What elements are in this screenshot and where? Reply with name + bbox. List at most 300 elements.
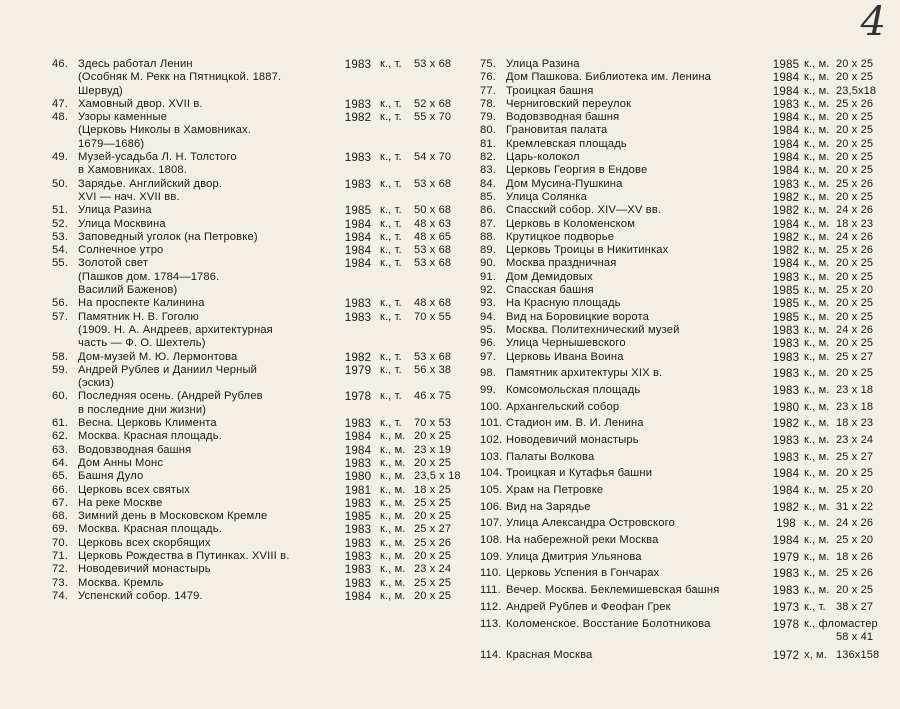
- entry-year: 1983: [344, 496, 372, 510]
- entry-number: 88.: [480, 230, 497, 243]
- entry-title: Улица Разина: [506, 58, 580, 70]
- entry-technique: к., м.: [804, 71, 830, 84]
- entry-title: Церковь Троицы в Никитинках: [506, 244, 669, 257]
- catalog-entry: [480, 71, 892, 84]
- catalog-entry: [52, 111, 470, 151]
- catalog-entry: [480, 58, 892, 71]
- entry-title: Золотой свет (Пашков дом. 1784—1786. Василий Баженов): [78, 257, 220, 297]
- catalog-entry: [480, 501, 892, 514]
- entry-size: 48 х 65: [414, 230, 452, 243]
- entry-year: 1984: [772, 534, 800, 548]
- entry-year: 1983: [772, 567, 800, 581]
- entry-size: 38 х 27: [836, 600, 874, 613]
- entry-title: Новодевичий монастырь: [78, 563, 211, 576]
- entry-number: 103.: [480, 450, 503, 463]
- catalog-entry: [52, 577, 470, 590]
- entry-year: 1984: [772, 71, 800, 85]
- entry-number: 55.: [52, 257, 69, 270]
- catalog-entry: [480, 584, 892, 597]
- entry-number: 95.: [480, 323, 497, 336]
- entry-technique: к., м.: [804, 550, 830, 563]
- entry-number: 50.: [52, 177, 69, 190]
- entry-number: 74.: [52, 589, 69, 602]
- entry-title: Улица Чернышевского: [506, 337, 626, 350]
- entry-technique: к., м.: [804, 257, 830, 270]
- entry-title: Церковь Ивана Воина: [506, 350, 624, 363]
- entry-year: 1983: [344, 456, 372, 470]
- entry-size: 23,5 х 18: [414, 470, 461, 483]
- entry-year: 1983: [344, 549, 372, 563]
- catalog-entry: [52, 550, 470, 563]
- entry-title: Спасская башня: [506, 284, 594, 297]
- entry-size: 20 х 25: [836, 584, 874, 597]
- entry-size: 20 х 25: [836, 467, 874, 480]
- entry-size: 70 х 55: [414, 310, 452, 323]
- entry-number: 85.: [480, 190, 497, 203]
- entry-title: Памятник архитектуры XIX в.: [506, 367, 663, 380]
- catalog-entry: [480, 98, 892, 111]
- entry-size: 20 х 25: [836, 270, 874, 283]
- entry-year: 1980: [344, 470, 372, 484]
- entry-year: 1983: [772, 383, 800, 397]
- entry-number: 61.: [52, 417, 69, 430]
- catalog-entry: [52, 537, 470, 550]
- entry-number: 60.: [52, 390, 69, 403]
- entry-title: Дом Пашкова. Библиотека им. Ленина: [506, 71, 712, 84]
- catalog-entry: [480, 649, 892, 662]
- entry-size: 25 х 20: [836, 284, 874, 297]
- catalog-entry: [480, 311, 892, 324]
- entry-technique: к., т.: [380, 204, 402, 217]
- entry-year: 1982: [344, 350, 372, 364]
- entry-year: 1984: [344, 244, 372, 258]
- catalog-column-right: [480, 58, 892, 662]
- entry-year: 1985: [772, 58, 800, 71]
- entry-technique: к., м.: [804, 190, 830, 203]
- entry-size: 25 х 20: [836, 484, 874, 497]
- entry-size: 25 х 26: [414, 536, 452, 549]
- entry-size: 136х158: [836, 648, 880, 661]
- entry-technique: к., т.: [380, 230, 402, 243]
- entry-year: 1978: [772, 617, 800, 631]
- entry-title: На Красную площадь: [506, 297, 621, 310]
- entry-number: 107.: [480, 517, 503, 530]
- entry-technique: к., м.: [804, 297, 830, 310]
- entry-year: 1984: [344, 589, 372, 603]
- entry-year: 1983: [772, 323, 800, 337]
- entry-year: 1984: [772, 137, 800, 151]
- entry-technique: к., м.: [804, 111, 830, 124]
- entry-year: 1984: [772, 84, 800, 98]
- entry-size: 25 х 26: [836, 177, 874, 190]
- catalog-entry: [480, 401, 892, 414]
- entry-number: 77.: [480, 84, 497, 97]
- entry-number: 54.: [52, 244, 69, 257]
- catalog-entry: [480, 551, 892, 564]
- entry-size: 25 х 25: [414, 496, 452, 509]
- entry-technique: к., м.: [380, 456, 406, 469]
- entry-number: 65.: [52, 470, 69, 483]
- entry-number: 106.: [480, 500, 503, 513]
- catalog-entry: [52, 58, 470, 98]
- entry-size: 23 х 24: [414, 563, 452, 576]
- entry-year: 1972: [772, 648, 800, 662]
- entry-title: Улица Дмитрия Ульянова: [506, 550, 642, 563]
- entry-year: 1984: [772, 257, 800, 271]
- entry-year: 1985: [772, 284, 800, 298]
- entry-size: 20 х 25: [836, 164, 874, 177]
- entry-technique: к., м.: [804, 517, 830, 530]
- entry-size: 20 х 25: [836, 367, 874, 380]
- entry-number: 66.: [52, 483, 69, 496]
- entry-technique: к., т.: [380, 111, 402, 124]
- catalog-entry: [52, 297, 470, 310]
- entry-year: 1983: [772, 270, 800, 284]
- entry-number: 109.: [480, 550, 503, 563]
- catalog-entry: [480, 324, 892, 337]
- entry-year: 1983: [344, 576, 372, 590]
- entry-number: 100.: [480, 400, 503, 413]
- entry-year: 1985: [772, 310, 800, 324]
- catalog-entry: [52, 244, 470, 257]
- entry-size: 20 х 25: [836, 257, 874, 270]
- entry-size: 53 х 68: [414, 257, 452, 270]
- entry-size: 20 х 25: [836, 151, 874, 164]
- entry-technique: к., м.: [804, 124, 830, 137]
- entry-number: 53.: [52, 230, 69, 243]
- catalog-entry: [480, 601, 892, 614]
- entry-size: 24 х 26: [836, 230, 874, 243]
- entry-year: 1982: [772, 244, 800, 258]
- entry-year: 1984: [772, 164, 800, 178]
- catalog-entry: [480, 434, 892, 447]
- entry-year: 1983: [344, 563, 372, 577]
- entry-technique: к., м.: [804, 230, 830, 243]
- entry-year: 1973: [772, 600, 800, 614]
- entry-title: Дом Демидовых: [506, 270, 593, 283]
- entry-technique: к., т.: [380, 244, 402, 257]
- entry-size: 18 х 25: [414, 483, 452, 496]
- entry-technique: к., м.: [380, 563, 406, 576]
- entry-technique: к., м.: [804, 534, 830, 547]
- entry-year: 1985: [772, 297, 800, 311]
- entry-number: 112.: [480, 600, 502, 613]
- entry-year: 1983: [344, 523, 372, 537]
- entry-title: Улица Солянка: [506, 190, 588, 203]
- entry-title: Памятник Н. В. Гоголю (1909. Н. А. Андреев, архитектурная часть — Ф. О. Шехтель): [78, 310, 273, 350]
- entry-technique: к., м.: [804, 584, 830, 597]
- entry-year: 1983: [344, 297, 372, 311]
- entry-number: 69.: [52, 523, 69, 536]
- catalog-entry: [52, 563, 470, 576]
- entry-size: 54 х 70: [414, 151, 452, 164]
- page-number-handwritten: 4: [860, 0, 886, 45]
- entry-technique: к., м.: [804, 310, 830, 323]
- entry-title: Узоры каменные (Церковь Николы в Хамовниках. 1679—1686): [78, 111, 252, 150]
- entry-technique: к., т.: [380, 97, 402, 110]
- catalog-entry: [480, 367, 892, 380]
- catalog-entry: [52, 311, 470, 351]
- catalog-entry: [480, 567, 892, 580]
- entry-size: 20 х 25: [836, 310, 874, 323]
- catalog-entry: [52, 364, 470, 391]
- entry-number: 47.: [52, 97, 69, 110]
- entry-technique: к., т.: [380, 217, 402, 230]
- catalog-entry: [480, 191, 892, 204]
- entry-number: 59.: [52, 363, 69, 376]
- entry-number: 48.: [52, 111, 69, 124]
- catalog-entry: [480, 517, 892, 530]
- entry-year: 1984: [344, 217, 372, 231]
- entry-year: 1982: [772, 500, 800, 514]
- entry-technique: к., м.: [380, 523, 406, 536]
- entry-year: 1983: [344, 417, 372, 431]
- entry-title: Архангельский собор: [506, 400, 620, 413]
- entry-year: 1983: [772, 433, 800, 447]
- entry-year: 198: [776, 517, 796, 531]
- entry-technique: к., т.: [380, 310, 402, 323]
- entry-technique: к., м.: [380, 576, 406, 589]
- entry-title: Заповедный уголок (на Петровке): [78, 230, 258, 243]
- entry-title: Вид на Боровицкие ворота: [506, 310, 649, 323]
- entry-number: 67.: [52, 496, 69, 509]
- catalog-entry: [52, 390, 470, 417]
- entry-technique: к., т.: [380, 390, 402, 403]
- entry-number: 62.: [52, 430, 69, 443]
- entry-technique: к., м.: [804, 467, 830, 480]
- entry-year: 1984: [344, 257, 372, 271]
- entry-technique: к., м.: [804, 97, 830, 110]
- entry-year: 1979: [344, 363, 372, 377]
- entry-number: 78.: [480, 97, 497, 110]
- entry-technique: к., т.: [380, 177, 402, 190]
- entry-title: На набережной реки Москва: [506, 534, 659, 547]
- catalog-entry: [480, 384, 892, 397]
- entry-size: 24 х 26: [836, 323, 874, 336]
- entry-technique: к., м.: [804, 244, 830, 257]
- entry-size: 46 х 75: [414, 390, 452, 403]
- entry-title: Водовзводная башня: [78, 443, 192, 456]
- catalog-entry: [480, 111, 892, 124]
- entry-number: 56.: [52, 297, 69, 310]
- entry-size: 25 х 26: [836, 97, 874, 110]
- catalog-entry: [480, 164, 892, 177]
- entry-number: 110.: [480, 567, 502, 580]
- entry-number: 93.: [480, 297, 497, 310]
- entry-title: Церковь Успения в Гончарах: [506, 567, 660, 580]
- entry-technique: к., м.: [804, 284, 830, 297]
- entry-technique: к., м.: [804, 367, 830, 380]
- entry-number: 84.: [480, 177, 497, 190]
- entry-year: 1980: [772, 400, 800, 414]
- entry-size: 25 х 26: [836, 567, 874, 580]
- entry-technique: к., м.: [804, 400, 830, 413]
- catalog-entry: [480, 138, 892, 151]
- entry-number: 101.: [480, 417, 503, 430]
- entry-year: 1978: [344, 390, 372, 404]
- entry-title: Вид на Зарядье: [506, 500, 591, 513]
- entry-technique: к., м.: [380, 549, 406, 562]
- entry-year: 1984: [772, 217, 800, 231]
- entry-technique: к., т.: [804, 600, 826, 613]
- entry-year: 1983: [772, 367, 800, 381]
- entry-technique: к., т.: [380, 363, 402, 376]
- entry-title: Царь-колокол: [506, 151, 580, 164]
- entry-title: Новодевичий монастырь: [506, 433, 639, 446]
- entry-number: 83.: [480, 164, 497, 177]
- catalog-entry: [52, 218, 470, 231]
- entry-technique: к., т.: [380, 257, 402, 270]
- entry-technique: к., м.: [804, 383, 830, 396]
- entry-technique: к., м.: [804, 137, 830, 150]
- entry-technique: к., м.: [380, 443, 406, 456]
- entry-size: 18 х 26: [836, 550, 874, 563]
- entry-size: 25 х 25: [414, 576, 452, 589]
- entry-technique: к., м.: [804, 84, 830, 97]
- entry-number: 79.: [480, 111, 497, 124]
- entry-size: 31 х 22: [836, 500, 874, 513]
- entry-number: 63.: [52, 443, 69, 456]
- entry-technique: к., фломастер: [804, 617, 878, 630]
- entry-title: Андрей Рублев и Феофан Грек: [506, 600, 671, 613]
- entry-technique: к., м.: [804, 58, 830, 70]
- entry-year: 1982: [772, 230, 800, 244]
- entry-title: Дом Мусина-Пушкина: [506, 177, 623, 190]
- catalog-entry: 113. Коломенское. Восстание Болотникова 1978 к., фломастер 58 х 41: [480, 618, 892, 645]
- entry-year: 1983: [772, 97, 800, 111]
- entry-title: Палаты Волкова: [506, 450, 595, 463]
- entry-size: 55 х 70: [414, 111, 452, 124]
- entry-technique: к., м.: [380, 510, 406, 523]
- entry-title: Дом-музей М. Ю. Лермонтова: [78, 350, 238, 363]
- entry-title: Улица Москвина: [78, 217, 166, 230]
- catalog-entry: [480, 178, 892, 191]
- entry-size: 20 х 25: [836, 111, 874, 124]
- entry-technique: к., т.: [380, 151, 402, 164]
- entry-title: Зимний день в Московском Кремле: [78, 510, 268, 523]
- entry-size: 25 х 20: [836, 534, 874, 547]
- entry-size: 23 х 18: [836, 383, 874, 396]
- entry-year: 1984: [344, 230, 372, 244]
- catalog-entry: [480, 271, 892, 284]
- entry-year: 1985: [344, 510, 372, 524]
- entry-title: Хамовный двор. XVII в.: [78, 97, 203, 110]
- entry-number: 96.: [480, 337, 497, 350]
- catalog-column-left: [52, 58, 470, 603]
- entry-technique: к., м.: [804, 417, 830, 430]
- entry-number: 99.: [480, 383, 497, 396]
- entry-technique: к., м.: [804, 151, 830, 164]
- entry-size: 20 х 25: [414, 549, 452, 562]
- entry-number: 73.: [52, 576, 69, 589]
- entry-title: На проспекте Калинина: [78, 297, 205, 310]
- entry-size: 25 х 27: [836, 450, 874, 463]
- entry-title: Церковь Георгия в Ендове: [506, 164, 648, 177]
- catalog-entry: [52, 590, 470, 603]
- entry-size: 20 х 25: [836, 190, 874, 203]
- entry-number: 102.: [480, 433, 503, 446]
- entry-title: Последняя осень. (Андрей Рублев в последние дни жизни): [78, 390, 263, 416]
- catalog-entry: [480, 484, 892, 497]
- entry-technique: к., м.: [804, 204, 830, 217]
- catalog-entry: [52, 430, 470, 443]
- entry-size: 24 х 26: [836, 517, 874, 530]
- entry-title: Солнечное утро: [78, 244, 164, 257]
- entry-number: 86.: [480, 204, 497, 217]
- entry-technique: к., м.: [804, 500, 830, 513]
- entry-year: 1984: [772, 484, 800, 498]
- entry-title: Андрей Рублев и Даниил Черный (эскиз): [78, 363, 258, 390]
- entry-year: 1983: [772, 450, 800, 464]
- entry-title: Комсомольская площадь: [506, 383, 641, 396]
- catalog-entry: [480, 284, 892, 297]
- catalog-entry: [52, 351, 470, 364]
- entry-technique: к., м.: [804, 323, 830, 336]
- entry-title: Черниговский переулок: [506, 97, 632, 110]
- entry-technique: к., м.: [380, 496, 406, 509]
- entry-size: 24 х 26: [836, 204, 874, 217]
- entry-title: Музей-усадьба Л. Н. Толстого в Хамовниках. 1808.: [78, 151, 237, 177]
- catalog-entry: [52, 231, 470, 244]
- entry-number: 87.: [480, 217, 497, 230]
- entry-size: 18 х 23: [836, 217, 874, 230]
- catalog-entry: [52, 98, 470, 111]
- entry-size: 70 х 53: [414, 417, 452, 430]
- entry-size: 23,5х18: [836, 84, 877, 97]
- entry-size: 20 х 25: [414, 430, 452, 443]
- entry-number: 114.: [480, 648, 502, 661]
- entry-size: 56 х 38: [414, 363, 452, 376]
- catalog-entry: [480, 218, 892, 231]
- entry-number: 68.: [52, 510, 69, 523]
- entry-size: 20 х 25: [836, 58, 874, 70]
- entry-technique: к., т.: [380, 350, 402, 363]
- entry-title: Грановитая палата: [506, 124, 608, 137]
- catalog-entry: [52, 497, 470, 510]
- catalog-entry: [480, 351, 892, 364]
- entry-technique: к., м.: [804, 164, 830, 177]
- entry-size: 48 х 68: [414, 297, 452, 310]
- catalog-entry: [52, 444, 470, 457]
- entry-number: 58.: [52, 350, 69, 363]
- entry-technique: к., м.: [804, 484, 830, 497]
- entry-title: Москва. Кремль: [78, 576, 164, 589]
- entry-year: 1983: [344, 151, 372, 165]
- catalog-entry: [480, 151, 892, 164]
- entry-title: Красная Москва: [506, 648, 593, 661]
- entry-number: 80.: [480, 124, 497, 137]
- catalog-entry: [480, 534, 892, 547]
- entry-year: 1982: [772, 417, 800, 431]
- entry-size: 25 х 26: [836, 244, 874, 257]
- entry-size: 48 х 63: [414, 217, 452, 230]
- entry-technique: к., м.: [804, 450, 830, 463]
- entry-title: Улица Александра Островского: [506, 517, 675, 530]
- entry-number: 46.: [52, 58, 69, 70]
- catalog-entry: [52, 510, 470, 523]
- entry-title: Весна. Церковь Климента: [78, 417, 217, 430]
- entry-year: 1982: [772, 204, 800, 218]
- entry-year: 1985: [344, 204, 372, 218]
- entry-size: 50 х 68: [414, 204, 452, 217]
- entry-size: 23 х 19: [414, 443, 452, 456]
- entry-title: Церковь всех святых: [78, 483, 191, 496]
- entry-number: 113.: [480, 617, 502, 630]
- entry-technique: к., м.: [804, 177, 830, 190]
- entry-title: Зарядье. Английский двор. XVI — нач. XVII вв.: [78, 177, 223, 203]
- entry-size: 18 х 23: [836, 417, 874, 430]
- entry-size: 25 х 27: [836, 350, 874, 363]
